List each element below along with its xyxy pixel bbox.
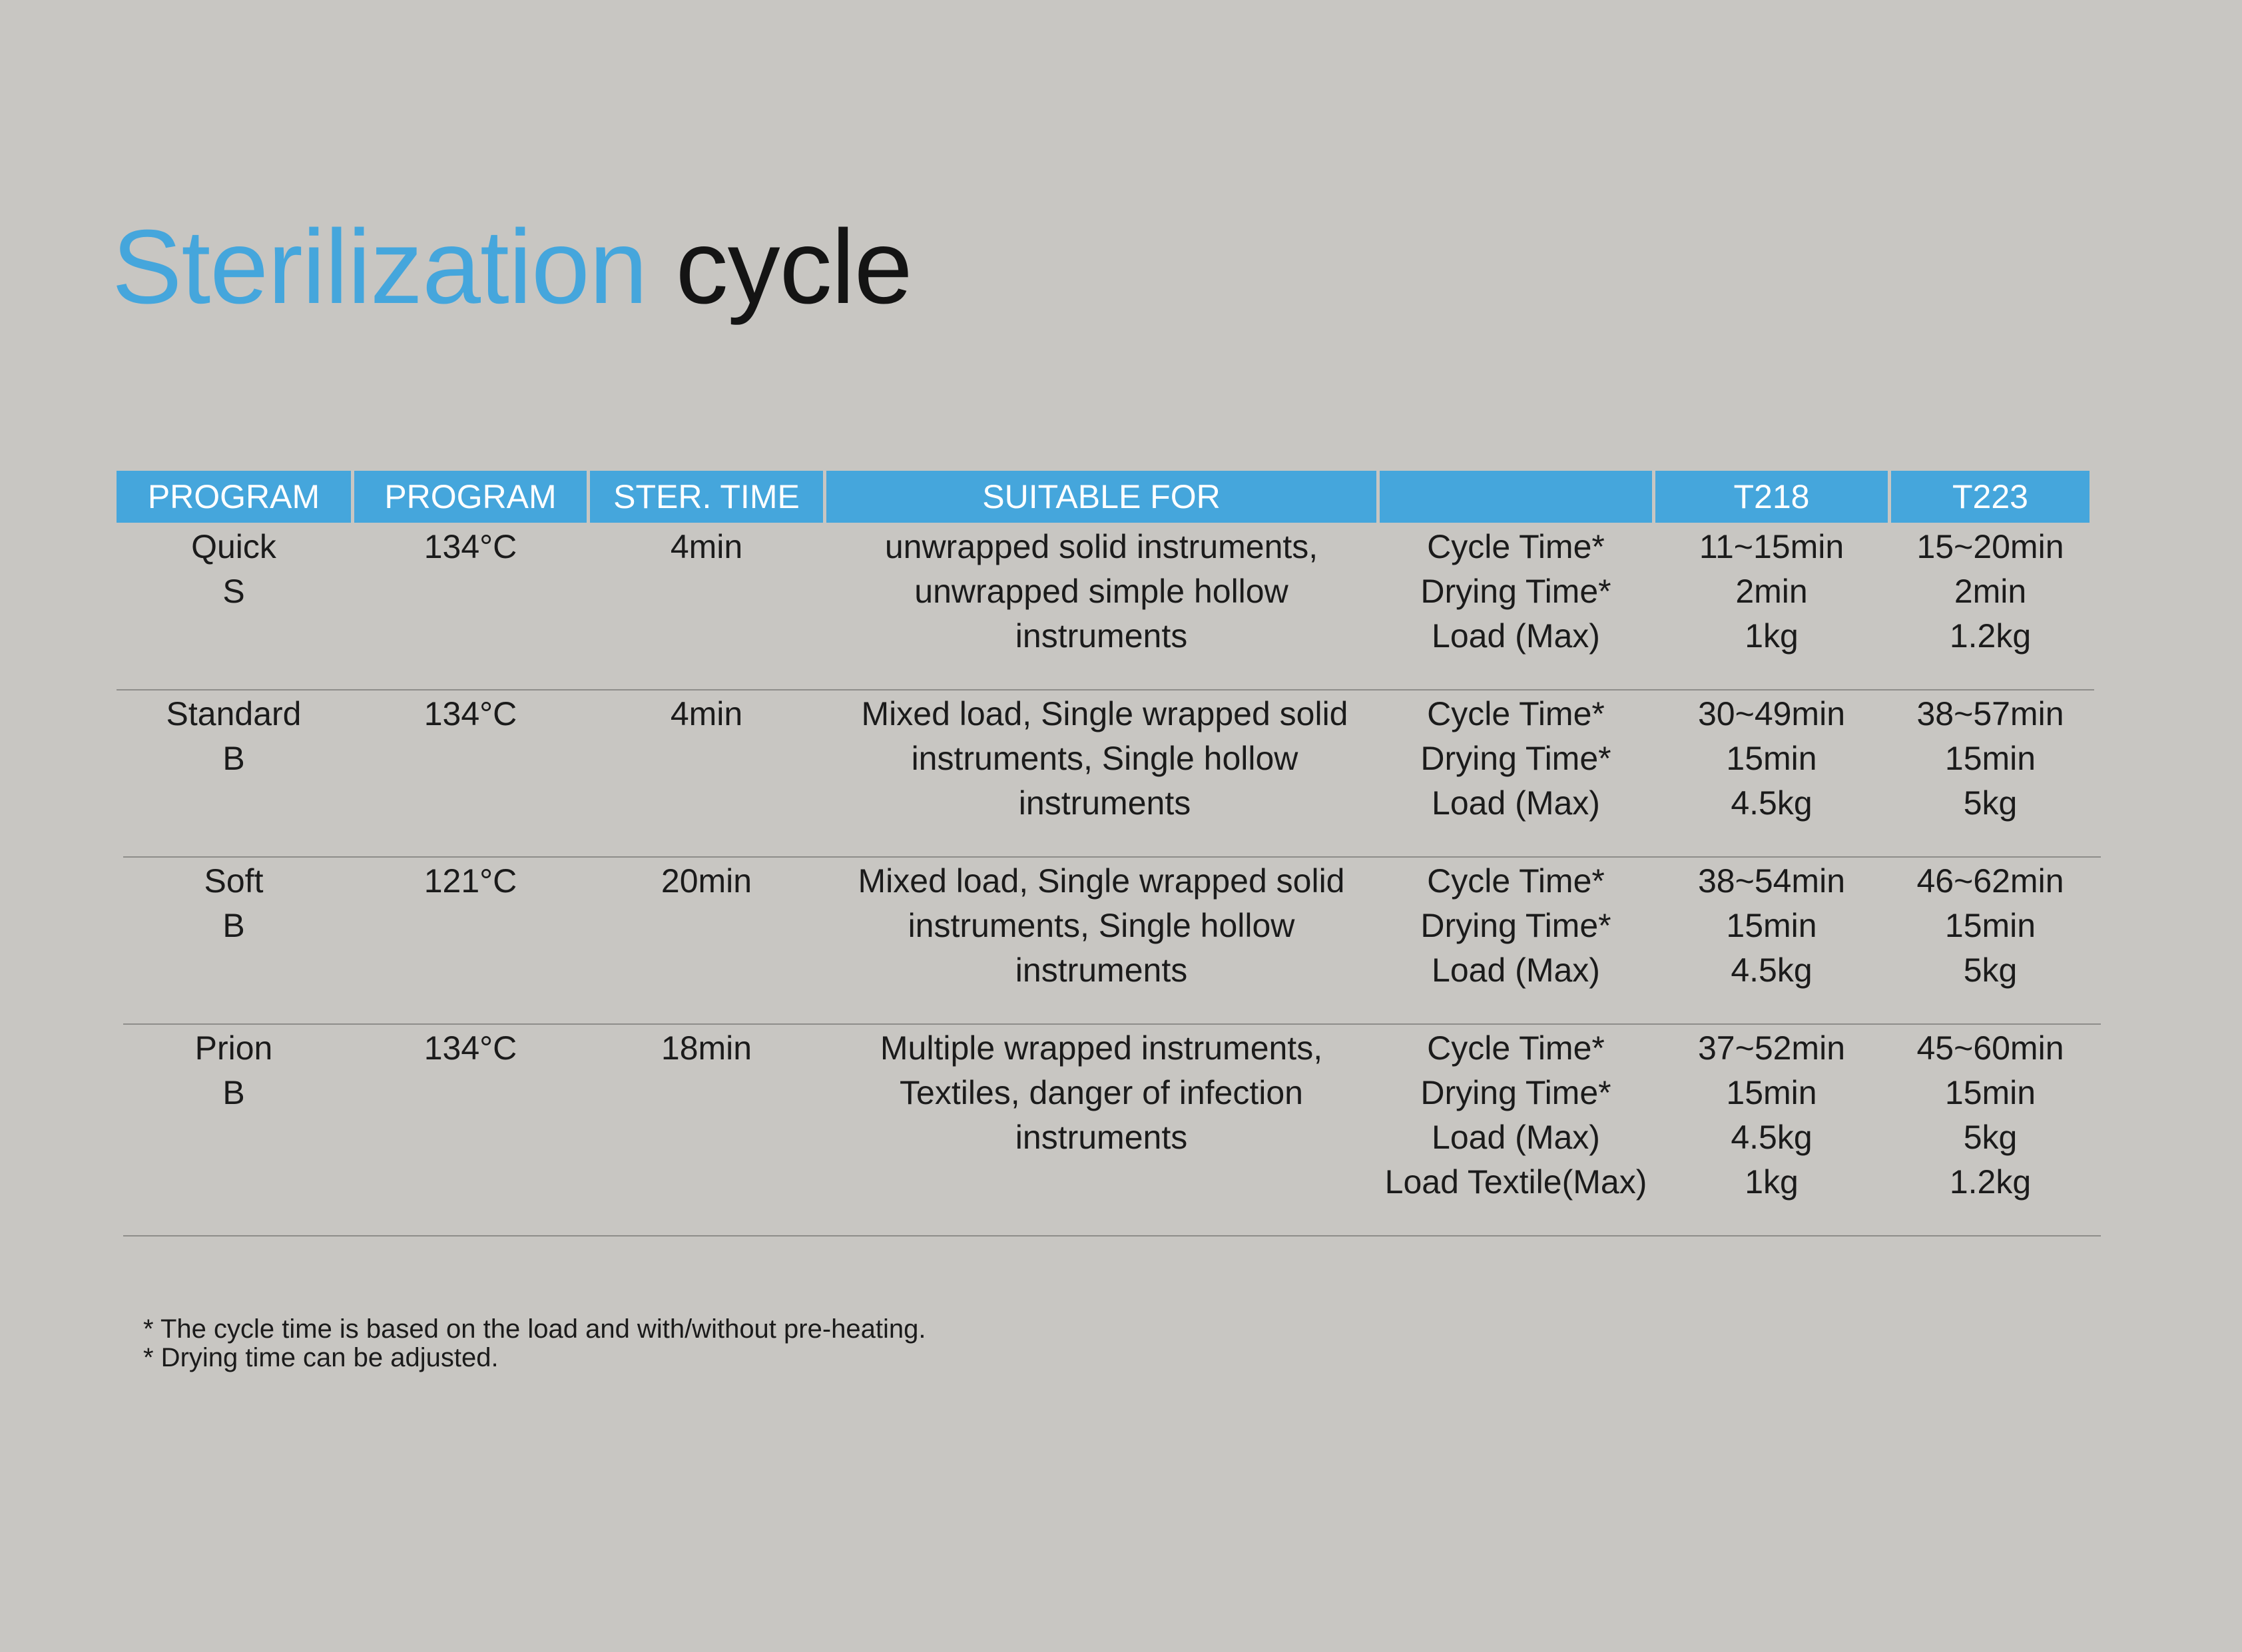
suitable-for: Multiple wrapped instruments, Textiles, danger of infection instruments [880,1029,1323,1156]
row-divider [123,1235,2101,1237]
sterilization-table [117,471,2089,1236]
program-name: Prion B [194,1029,273,1111]
program-name: Soft B [204,862,264,944]
page-title [112,208,912,326]
ster-time: 20min [661,862,752,900]
title-rest: cycle [675,208,912,326]
t218-values: 38~54min 15min 4.5kg [1698,862,1845,989]
program-name: Quick S [191,528,276,610]
suitable-for: unwrapped solid instruments, unwrapped simple hollow instruments [884,528,1318,655]
t218-values: 30~49min 15min 4.5kg [1698,695,1845,822]
parameters: Cycle Time* Drying Time* Load (Max) Load Textile(Max) [1384,1029,1647,1201]
t218-values: 37~52min 15min 4.5kg 1kg [1698,1029,1845,1201]
temperature: 134°C [423,1029,517,1067]
table-row [117,690,2089,857]
table-row [117,857,2089,1024]
ster-time: 4min [670,695,743,732]
t218-values: 11~15min 2min 1kg [1699,528,1844,655]
temperature: 134°C [423,695,517,732]
table-row [117,1024,2089,1236]
parameters: Cycle Time* Drying Time* Load (Max) [1420,528,1611,655]
header-t223: T223 [1891,471,2090,523]
header-program-temp: PROGRAM [354,471,587,523]
temperature: 121°C [423,862,517,900]
header-suitable-for: SUITABLE FOR [826,471,1376,523]
table-header [117,471,2089,523]
temperature: 134°C [423,528,517,565]
footnotes [143,1315,926,1372]
header-t218: T218 [1655,471,1888,523]
suitable-for: Mixed load, Single wrapped solid instruments, Single hollow instruments [858,862,1345,989]
program-name: Standard B [166,695,302,777]
t223-values: 15~20min 2min 1.2kg [1916,528,2064,655]
header-ster-time: STER. TIME [590,471,823,523]
title-accent: Sterilization [112,208,647,326]
footnote-drying-time: * Drying time can be adjusted. [143,1343,499,1372]
ster-time: 4min [670,528,743,565]
header-program: PROGRAM [117,471,351,523]
ster-time: 18min [661,1029,752,1067]
t223-values: 45~60min 15min 5kg 1.2kg [1916,1029,2064,1201]
suitable-for: Mixed load, Single wrapped solid instruments, Single hollow instruments [861,695,1348,822]
footnote-cycle-time: * The cycle time is based on the load and with/without pre-heating. [143,1314,926,1344]
header-parameter [1380,471,1652,523]
parameters: Cycle Time* Drying Time* Load (Max) [1420,862,1611,989]
table-row [117,523,2089,690]
t223-values: 38~57min 15min 5kg [1916,695,2064,822]
parameters: Cycle Time* Drying Time* Load (Max) [1420,695,1611,822]
t223-values: 46~62min 15min 5kg [1916,862,2064,989]
